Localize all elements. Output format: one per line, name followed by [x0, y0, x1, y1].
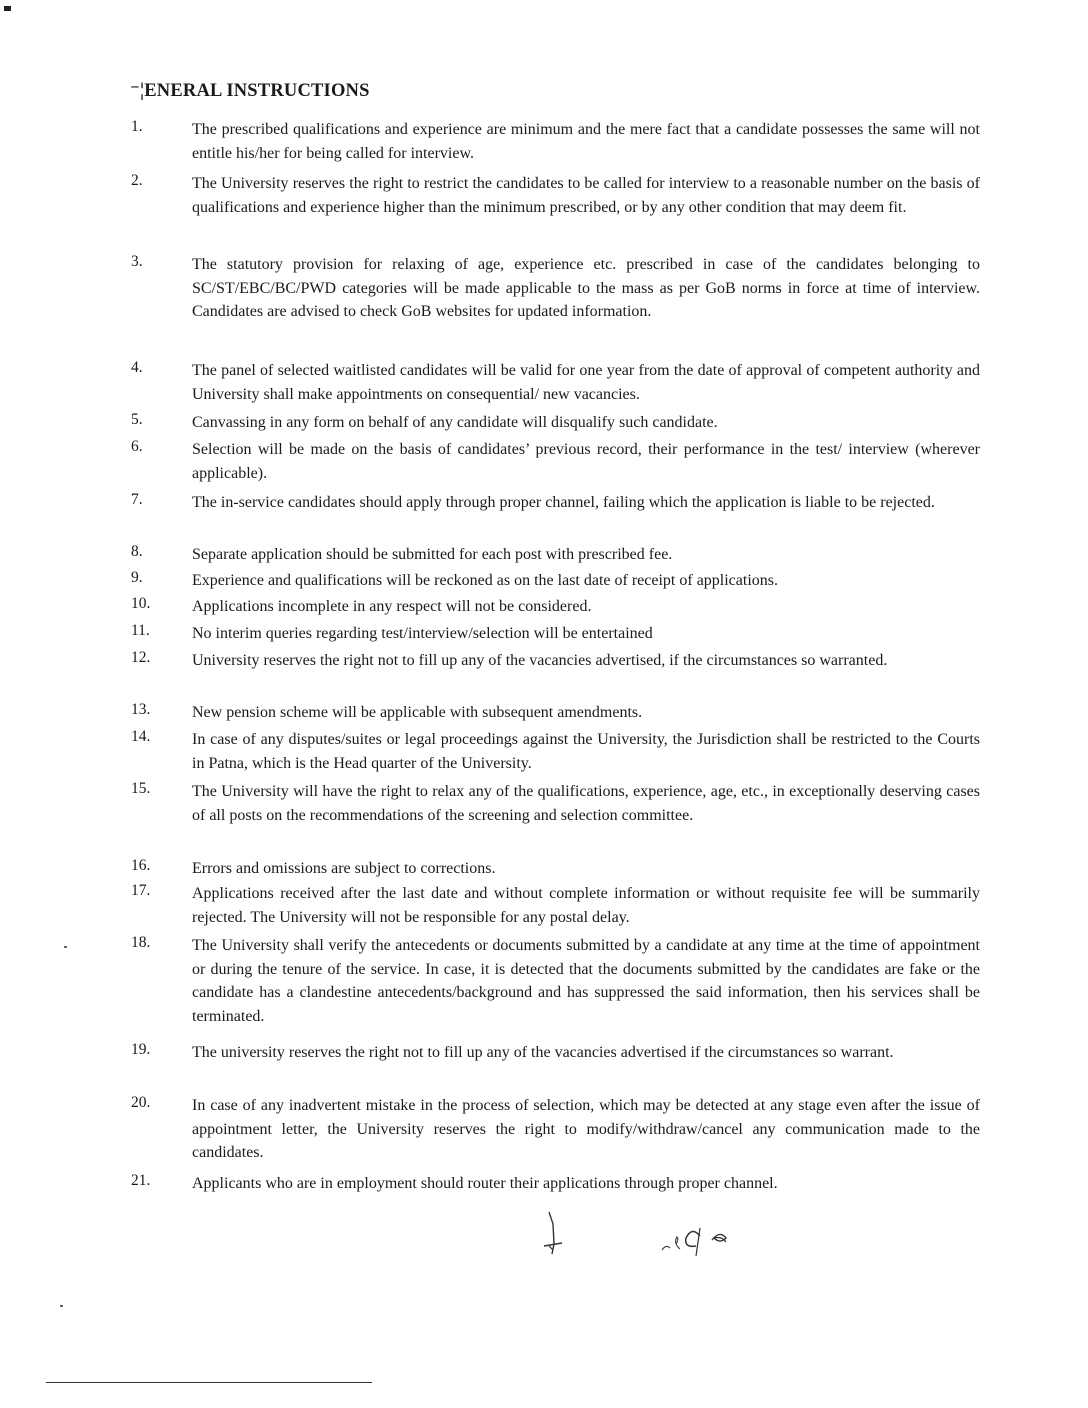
- item-text: Separate application should be submitted for each post with prescribed fee.: [192, 546, 673, 563]
- item-number: 14.: [131, 728, 151, 745]
- item-text: Applicants who are in employment should router their applications through proper channel.: [192, 1175, 778, 1192]
- item-text: Applications received after the last date and without complete information or without requisite fee will be summarily rejected. The University will not be responsible for any postal delay.: [192, 885, 980, 926]
- item-text: In case of any disputes/suites or legal proceedings against the University, the Jurisdiction shall be restricted to the Courts in Patna, which is the Head quarter of the University.: [192, 731, 980, 772]
- item-number: 8.: [131, 543, 143, 560]
- item-number: 15.: [131, 780, 151, 797]
- item-number: 17.: [131, 882, 151, 899]
- item-number: 10.: [131, 595, 151, 612]
- scan-speck: [60, 1305, 63, 1307]
- item-text: No interim queries regarding test/interview/selection will be entertained: [192, 625, 653, 642]
- item-text: The University shall verify the antecedents or documents submitted by a candidate at any time at the time of appointment or during the tenure of the service. In case, it is detected that the documents submitted by the candidates are fake or the candidate has a clandestine antecedents/background and has suppressed the said information, then his services shall be terminated.: [192, 937, 980, 1025]
- item-number: 12.: [131, 649, 151, 666]
- item-text: Selection will be made on the basis of candidates’ previous record, their performance in the test/ interview (wherever applicable).: [192, 441, 980, 482]
- item-number: 21.: [131, 1172, 151, 1189]
- item-text: Applications incomplete in any respect will not be considered.: [192, 598, 592, 615]
- item-number: 19.: [131, 1041, 151, 1058]
- item-number: 13.: [131, 701, 151, 718]
- item-text: Canvassing in any form on behalf of any candidate will disqualify such candidate.: [192, 414, 718, 431]
- item-text: New pension scheme will be applicable with subsequent amendments.: [192, 704, 643, 721]
- signature-mark: [540, 1210, 770, 1270]
- item-text: The University will have the right to relax any of the qualifications, experience, age, etc., in exceptionally deserving cases of all posts on the recommendations of the screening and selection committee.: [192, 783, 980, 824]
- item-number: 16.: [131, 857, 151, 874]
- item-text: The prescribed qualifications and experience are minimum and the mere fact that a candidate possesses the same will not entitle his/her for being called for interview.: [192, 121, 980, 162]
- item-number: 1.: [131, 118, 143, 135]
- item-text: The statutory provision for relaxing of age, experience etc. prescribed in case of the candidates belonging to SC/ST/EBC/BC/PWD categories will be made applicable to the mass as per GoB norms in force at time of interview. Candidates are advised to check GoB websites for updated information.: [192, 256, 980, 320]
- item-number: 5.: [131, 411, 143, 428]
- item-text: In case of any inadvertent mistake in the process of selection, which may be detected at any stage even after the issue of appointment letter, the University reserves the right to modify/withdraw/cancel any communication made to the candidates.: [192, 1097, 980, 1161]
- footnote-rule: [46, 1382, 372, 1383]
- page-heading: ⁻¦ENERAL INSTRUCTIONS: [130, 81, 370, 101]
- item-number: 2.: [131, 172, 143, 189]
- item-text: The University reserves the right to restrict the candidates to be called for interview to a reasonable number on the basis of qualifications and experience higher than the minimum prescribed, or by any other condition that may deem fit.: [192, 175, 980, 216]
- item-number: 11.: [131, 622, 150, 639]
- item-number: 7.: [131, 491, 143, 508]
- item-number: 6.: [131, 438, 143, 455]
- item-text: Errors and omissions are subject to corrections.: [192, 860, 496, 877]
- item-text: The in-service candidates should apply through proper channel, failing which the application is liable to be rejected.: [192, 494, 935, 511]
- item-number: 9.: [131, 569, 143, 586]
- item-number: 4.: [131, 359, 143, 376]
- item-number: 3.: [131, 253, 143, 270]
- item-text: The university reserves the right not to fill up any of the vacancies advertised if the circumstances so warrant.: [192, 1044, 894, 1061]
- item-text: University reserves the right not to fill up any of the vacancies advertised, if the circumstances so warranted.: [192, 652, 888, 669]
- item-number: 20.: [131, 1094, 151, 1111]
- item-text: The panel of selected waitlisted candidates will be valid for one year from the date of approval of competent authority and University shall make appointments on consequential/ new vacancies.: [192, 362, 980, 403]
- item-text: Experience and qualifications will be reckoned as on the last date of receipt of applications.: [192, 572, 778, 589]
- scan-speck: [64, 946, 67, 948]
- item-number: 18.: [131, 934, 151, 951]
